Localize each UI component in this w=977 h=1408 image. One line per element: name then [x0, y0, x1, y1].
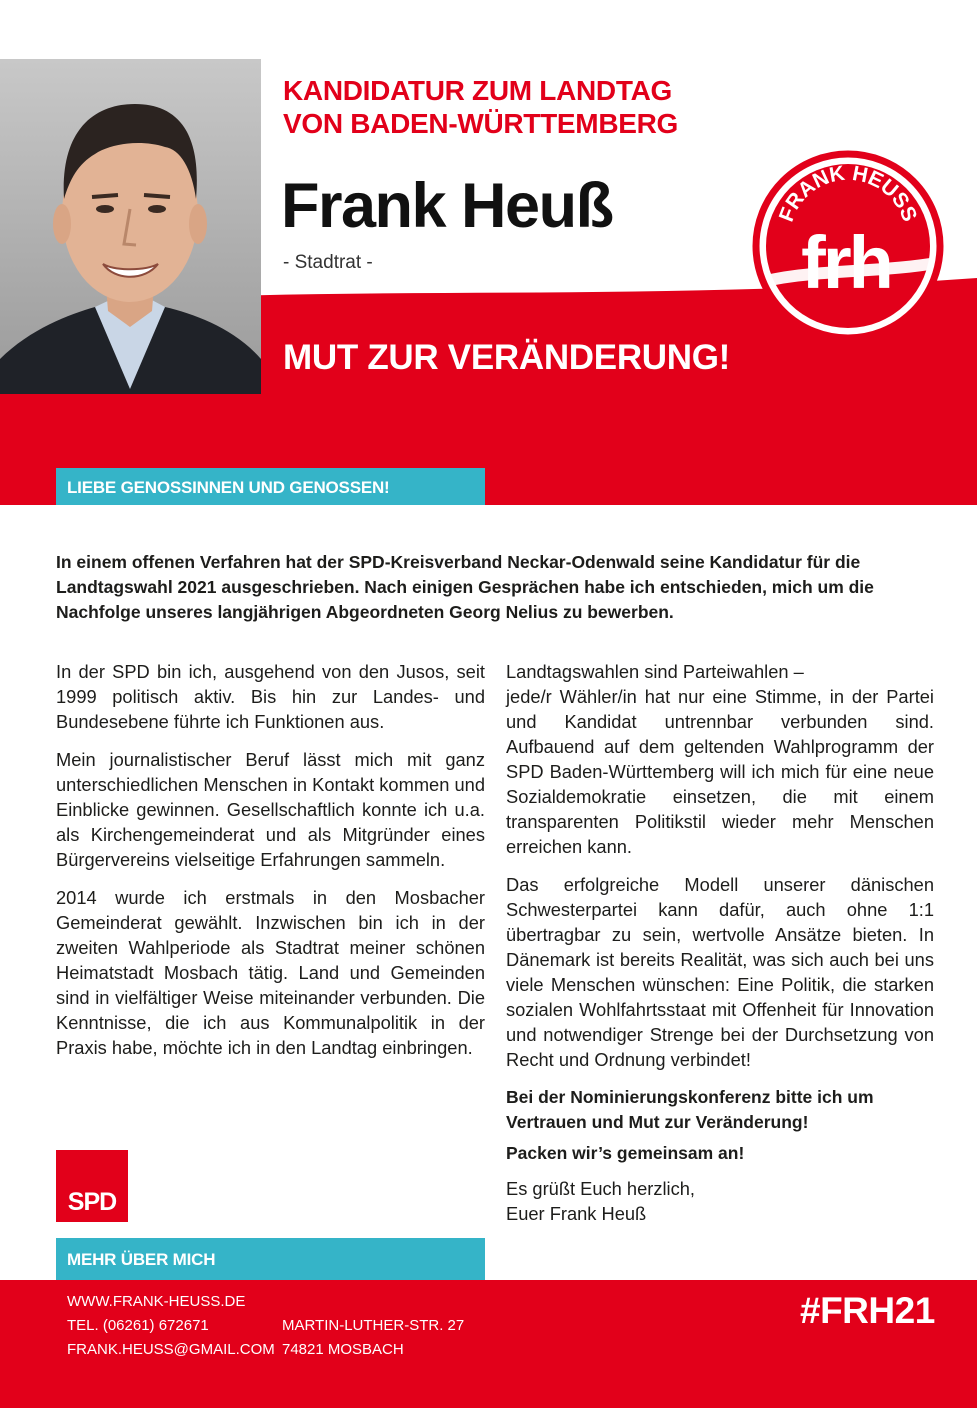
right-column — [506, 659, 934, 1226]
spd-logo-text: SPD — [67, 1188, 117, 1216]
intro-paragraph — [56, 550, 936, 625]
closing-signature: Euer Frank Heuß — [506, 1203, 647, 1224]
left-paragraph-3: 2014 wurde ich erstmals in den Mosbacher Gemeinderat gewählt. Inzwischen bin ich in der zweiten Wahlperiode als Stadtrat meiner schönen Heimatstadt Mosbach tätig. Land und Gemeinden sind in vielfältiger Weise miteinander verbunden. Die Kenntnisse, die ich aus Kommunalpolitik in der Praxis habe, möchte ich in den Landtag einbringen. — [56, 887, 485, 1058]
candidacy-kicker — [283, 74, 678, 140]
phone-number: TEL. (06261) 672671 — [67, 1317, 209, 1334]
right-call-to-action: Packen wir’s gemeinsam an! — [506, 1143, 745, 1163]
right-paragraph-1: jede/r Wähler/in hat nur eine Stimme, in der Partei und Kandidat untrennbar verbunden sind. Aufbauend auf dem geltenden Wahlprogramm der SPD Baden-Württemberg will ich mich für eine neue Sozialdemokratie einsetzen, die mit einem transparenten Politikstil wieder mehr Menschen erreichen kann. — [506, 686, 934, 857]
kicker-line-1: KANDIDATUR ZUM LANDTAG — [283, 75, 672, 106]
left-paragraph-1: In der SPD bin ich, ausgehend von den Jusos, seit 1999 politisch aktiv. Bis hin zur Landes- und Bundesebene führte ich Funktionen aus. — [56, 661, 485, 732]
left-column — [56, 659, 485, 1073]
footer-address — [282, 1314, 464, 1362]
email-link[interactable]: FRANK.HEUSS@GMAIL.COM — [67, 1341, 275, 1358]
spd-logo — [56, 1150, 128, 1222]
slogan: MUT ZUR VERÄNDERUNG! — [283, 338, 731, 377]
frh-logo — [748, 146, 944, 346]
right-appeal: Bei der Nominierungskonferenz bitte ich um Vertrauen und Mut zur Veränderung! — [506, 1087, 874, 1132]
city-address: 74821 MOSBACH — [282, 1341, 404, 1358]
website-link[interactable]: WWW.FRANK-HEUSS.DE — [67, 1293, 246, 1310]
candidate-name: Frank Heuß — [281, 171, 613, 241]
hashtag: #FRH21 — [800, 1290, 935, 1331]
kicker-line-2: VON BADEN-WÜRTTEMBERG — [283, 108, 679, 139]
logo-monogram: frh — [801, 221, 891, 304]
footer-contact — [67, 1290, 275, 1362]
candidate-role: - Stadtrat - — [283, 252, 373, 273]
logo-ring-text: FRANK HEUSS — [774, 161, 922, 225]
intro-text: In einem offenen Verfahren hat der SPD-Kreisverband Neckar-Odenwald seine Kandidatur für die Landtagswahl 2021 ausgeschrieben. Nach einigen Gesprächen habe ich entschieden, mich um die Nachfolge unseres langjährigen Abgeordneten Georg Nelius zu bewerben. — [56, 552, 874, 622]
right-paragraph-2: Das erfolgreiche Modell unserer dänischen Schwesterpartei kann dafür, auch ohne 1:1 übertragbar zu sein, wertvolle Ansätze bieten. In Dänemark ist bereits Realität, was sich auch bei uns viele Menschen wünschen: Eine Politik, die starken sozialen Wohlfahrtsstaat mit Offenheit für Innovation und notwendiger Strenge bei der Durchsetzung von Recht und Ordnung verbindet! — [506, 874, 934, 1070]
street-address: MARTIN-LUTHER-STR. 27 — [282, 1317, 465, 1334]
closing-greeting: Es grüßt Euch herzlich, — [506, 1178, 695, 1199]
right-lead: Landtagswahlen sind Parteiwahlen – — [506, 661, 804, 682]
greeting-band: LIEBE GENOSSINNEN UND GENOSSEN! — [56, 468, 485, 505]
candidate-photo — [0, 59, 261, 394]
more-about-band: MEHR ÜBER MICH — [56, 1238, 485, 1280]
left-paragraph-2: Mein journalistischer Beruf lässt mich mit ganz unterschiedlichen Menschen in Kontakt kommen und Einblicke gewinnen. Gesellschaftlich konnte ich u.a. als Kirchengemeinderat und als Mitgründer eines Bürgervereins vielseitige Erfahrungen sammeln. — [56, 749, 485, 870]
